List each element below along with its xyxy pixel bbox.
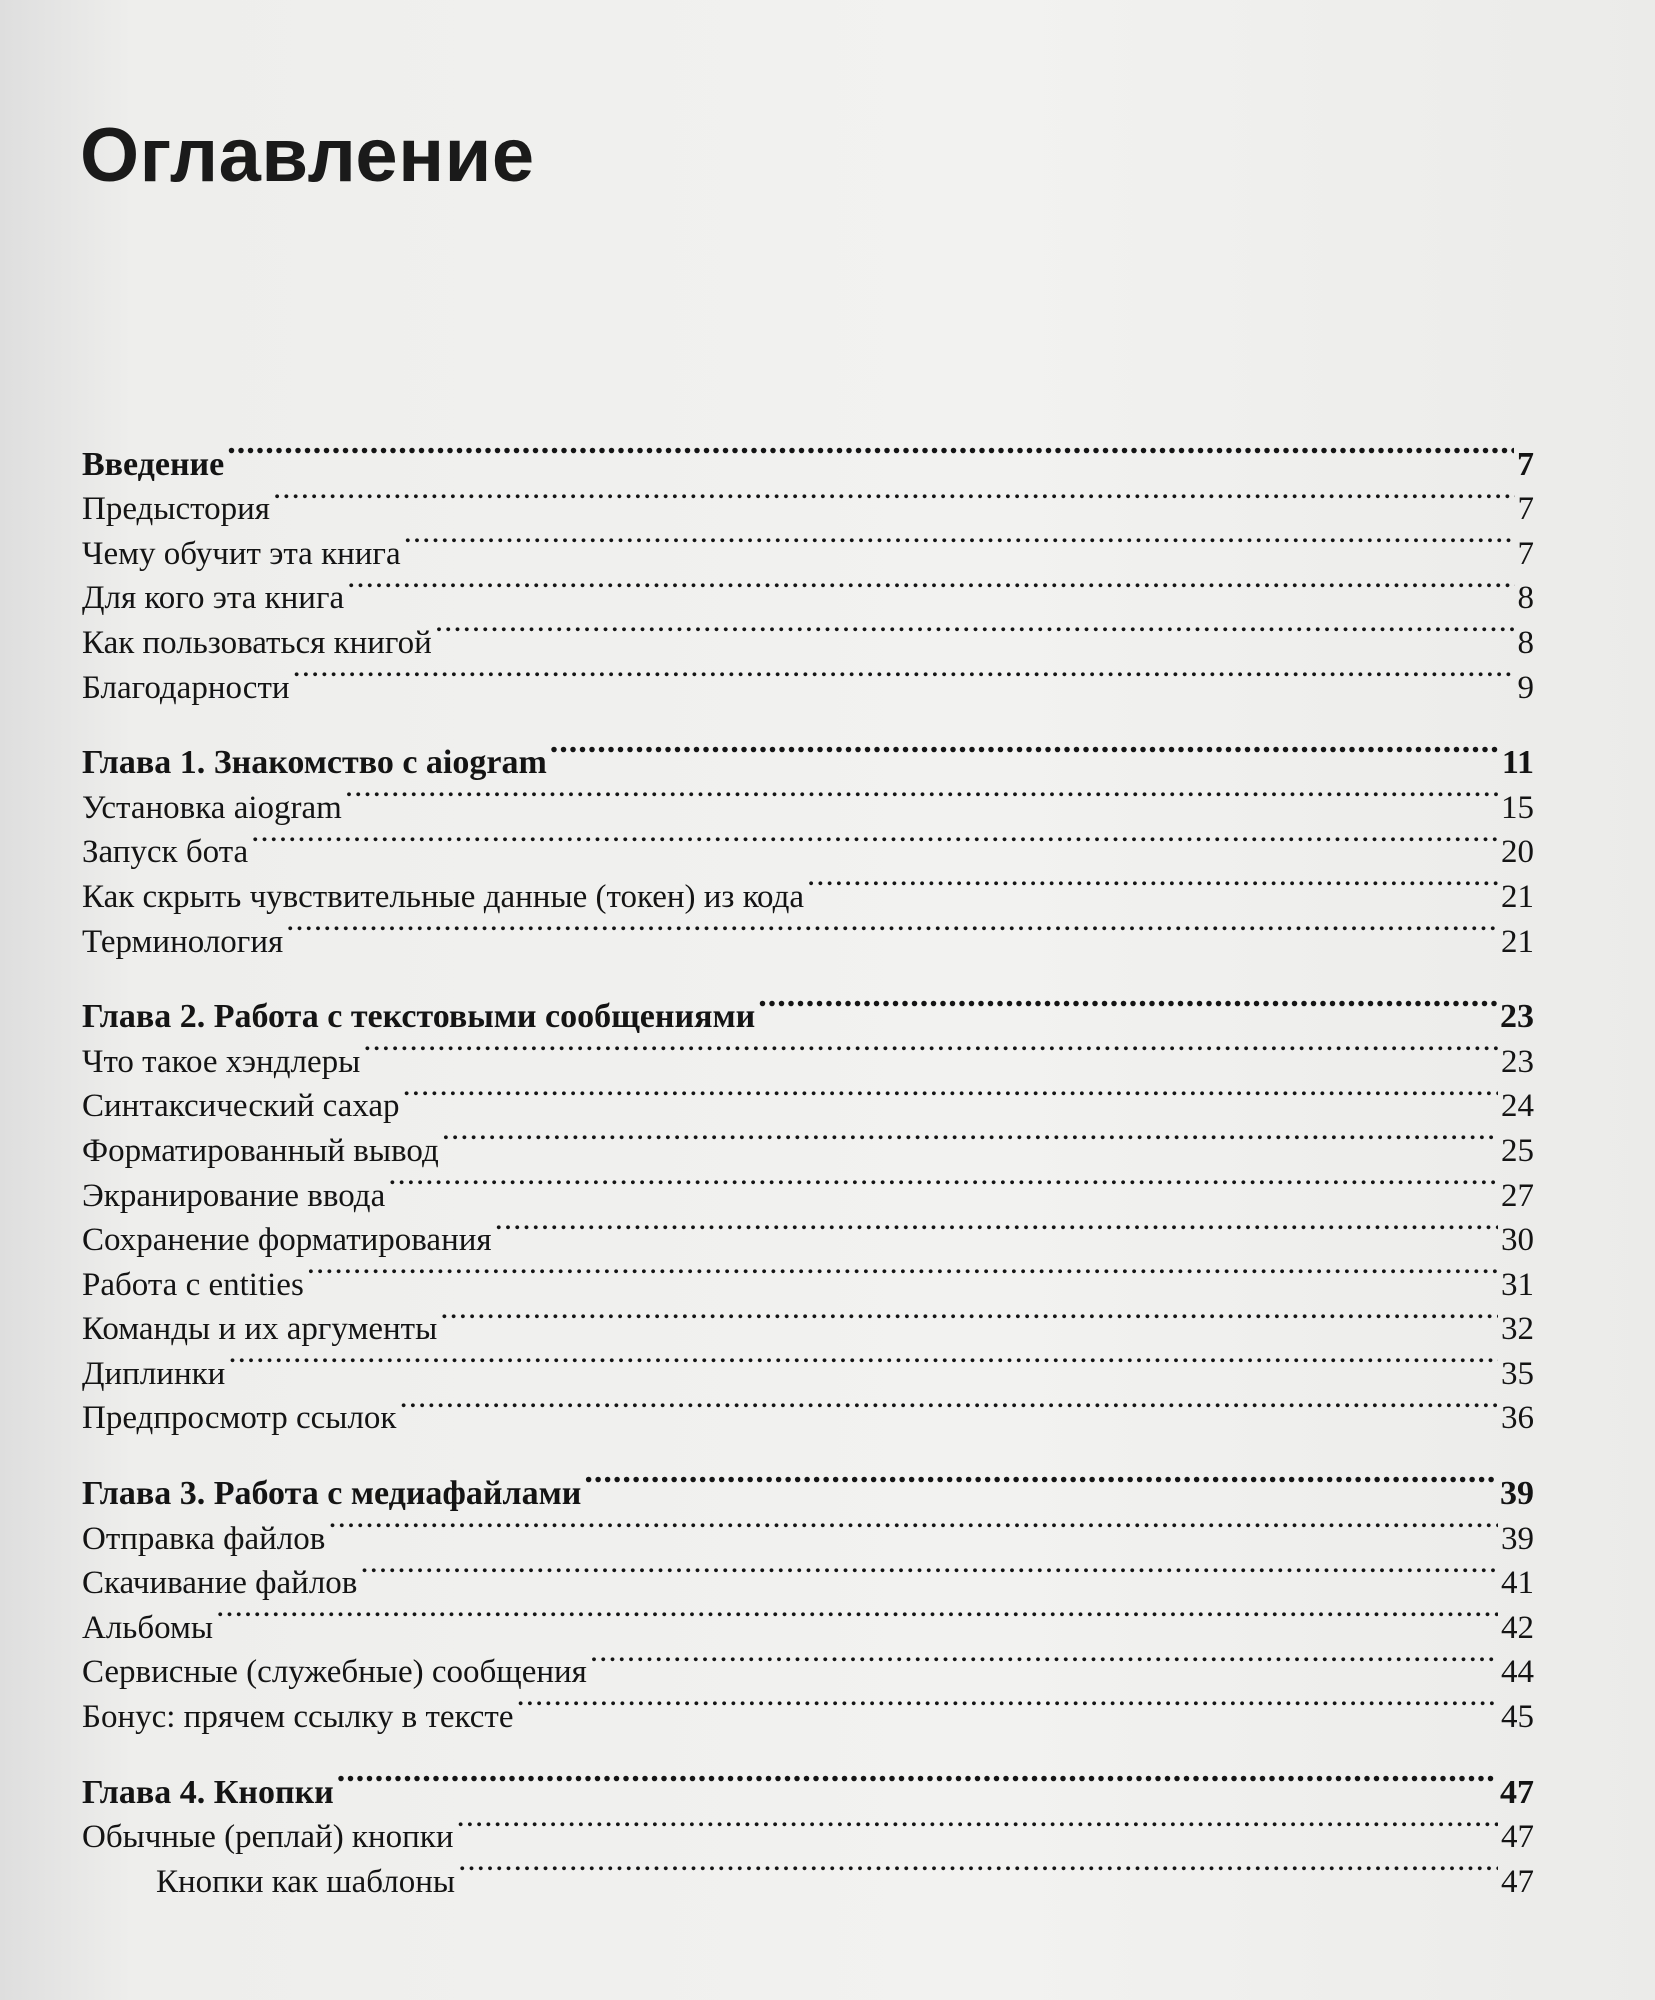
toc-entry-title: Глава 3. Работа с медиафайлами	[82, 1475, 582, 1513]
toc-entry	[82, 475, 1534, 528]
dot-leader	[286, 907, 1498, 952]
toc-section	[82, 1459, 1534, 1736]
dot-leader	[347, 564, 1514, 609]
dot-leader	[435, 608, 1515, 653]
toc-page-number: 21	[1501, 923, 1534, 960]
toc-entry	[82, 862, 1534, 915]
toc-page-number: 47	[1501, 1819, 1534, 1856]
toc-page-number: 8	[1517, 580, 1534, 617]
toc-chapter-entry	[82, 983, 1534, 1036]
toc-page-number: 36	[1501, 1400, 1534, 1437]
dot-leader	[328, 1504, 1498, 1549]
toc-entry	[82, 1384, 1534, 1437]
toc-page-number: 45	[1501, 1699, 1534, 1736]
dot-leader	[216, 1593, 1498, 1638]
toc-entry-title: Экранирование ввода	[82, 1177, 386, 1214]
toc-page-number: 39	[1500, 1475, 1534, 1513]
toc-entry	[82, 818, 1534, 871]
dot-leader	[227, 430, 1514, 475]
dot-leader	[458, 1847, 1498, 1892]
toc-page-number: 27	[1501, 1177, 1534, 1214]
toc-entry-title: Терминология	[82, 923, 284, 960]
dot-leader	[758, 983, 1497, 1028]
toc-entry	[82, 1339, 1534, 1392]
dot-leader	[442, 1116, 1498, 1161]
toc-page-number: 15	[1501, 789, 1534, 826]
toc-entry-title: Как пользоваться книгой	[82, 624, 432, 661]
toc-page-number: 8	[1517, 624, 1534, 661]
toc-entry-title: Установка aiogram	[82, 789, 342, 826]
toc-entry	[82, 907, 1534, 960]
dot-leader	[590, 1638, 1498, 1683]
toc-entry-title: Чему обучит эта книга	[82, 535, 401, 572]
toc-page-number: 21	[1501, 878, 1534, 915]
toc-entry-title: Как скрыть чувствительные данные (токен) из кода	[82, 878, 805, 915]
toc-page-number: 44	[1501, 1654, 1534, 1691]
dot-leader	[307, 1250, 1498, 1295]
toc-entry-title: Команды и их аргументы	[82, 1311, 438, 1348]
toc-entry-title: Диплинки	[82, 1355, 226, 1392]
dot-leader	[550, 729, 1499, 774]
dot-leader	[516, 1682, 1498, 1727]
dot-leader	[337, 1758, 1497, 1803]
toc-entry-title: Бонус: прячем ссылку в тексте	[82, 1699, 514, 1736]
toc-entry-title: Для кого эта книга	[82, 580, 345, 617]
toc-entry	[82, 653, 1534, 706]
dot-leader	[251, 818, 1498, 863]
toc-entry-title: Сохранение форматирования	[82, 1222, 492, 1259]
toc-entry-title: Сервисные (служебные) сообщения	[82, 1654, 587, 1691]
toc-page-number: 42	[1501, 1609, 1534, 1646]
toc-entry-title: Глава 1. Знакомство с aiogram	[82, 744, 547, 782]
toc-entry-title: Альбомы	[82, 1609, 214, 1646]
toc-entry-title: Скачивание файлов	[82, 1565, 358, 1602]
toc-entry	[82, 1638, 1534, 1691]
toc-entry-title: Синтаксический сахар	[82, 1088, 400, 1125]
dot-leader	[399, 1384, 1498, 1429]
toc-entry-title: Что такое хэндлеры	[82, 1043, 361, 1080]
toc-page-number: 39	[1501, 1520, 1534, 1557]
toc-page-number: 9	[1517, 669, 1534, 706]
dot-leader	[404, 519, 1515, 564]
toc-chapter-entry	[82, 1459, 1534, 1513]
toc-entry	[82, 519, 1534, 572]
toc-page-number: 7	[1517, 535, 1534, 572]
toc-page-number: 7	[1517, 445, 1534, 483]
dot-leader	[345, 773, 1498, 818]
toc-page-number: 35	[1501, 1355, 1534, 1392]
dot-leader	[456, 1803, 1498, 1848]
dot-leader	[440, 1295, 1498, 1340]
dot-leader	[228, 1339, 1498, 1384]
toc-chapter-entry	[82, 729, 1534, 782]
toc-page-number: 31	[1501, 1266, 1534, 1303]
dot-leader	[360, 1549, 1498, 1594]
toc-page-number: 23	[1500, 998, 1534, 1036]
dot-leader	[388, 1161, 1498, 1206]
toc-page-number: 24	[1501, 1088, 1534, 1125]
toc-chapter-entry	[82, 430, 1534, 483]
toc-entry	[82, 1593, 1534, 1646]
toc-entry-title: Глава 2. Работа с текстовыми сообщениями	[82, 998, 756, 1036]
toc-page-number: 20	[1501, 834, 1534, 871]
dot-leader	[403, 1072, 1498, 1117]
toc-page-number: 23	[1501, 1043, 1534, 1080]
dot-leader	[584, 1459, 1497, 1504]
dot-leader	[363, 1027, 1498, 1072]
toc-section	[82, 729, 1534, 960]
toc-page-number: 47	[1501, 1863, 1534, 1900]
toc-section	[82, 983, 1534, 1437]
page-title: Оглавление	[80, 113, 535, 198]
toc-page-number: 25	[1501, 1132, 1534, 1169]
toc-page-number: 30	[1501, 1222, 1534, 1259]
toc-page-number: 41	[1501, 1565, 1534, 1602]
toc-page-number: 11	[1501, 744, 1534, 782]
toc-page-number: 47	[1500, 1773, 1534, 1811]
dot-leader	[293, 653, 1515, 698]
toc-entry-title: Благодарности	[82, 669, 290, 706]
dot-leader	[273, 475, 1515, 520]
toc-page-number: 7	[1517, 491, 1534, 528]
table-of-contents	[82, 430, 1534, 1923]
toc-entry-title: Форматированный вывод	[82, 1132, 439, 1169]
toc-entry-title: Предпросмотр ссылок	[82, 1400, 397, 1437]
toc-entry-title: Работа с entities	[82, 1266, 304, 1303]
toc-page-number: 32	[1501, 1311, 1534, 1348]
dot-leader	[807, 862, 1498, 907]
toc-entry-title: Введение	[82, 445, 225, 483]
toc-entry-title: Отправка файлов	[82, 1520, 326, 1557]
toc-entry-title: Обычные (реплай) кнопки	[82, 1819, 454, 1856]
toc-chapter-entry	[82, 1758, 1534, 1811]
toc-section	[82, 1758, 1534, 1900]
toc-entry-title: Глава 4. Кнопки	[82, 1773, 334, 1811]
toc-entry-title: Запуск бота	[82, 834, 249, 871]
toc-entry-title: Кнопки как шаблоны	[156, 1863, 456, 1900]
toc-section	[82, 430, 1534, 706]
dot-leader	[495, 1206, 1498, 1251]
toc-entry-title: Предыстория	[82, 491, 270, 528]
